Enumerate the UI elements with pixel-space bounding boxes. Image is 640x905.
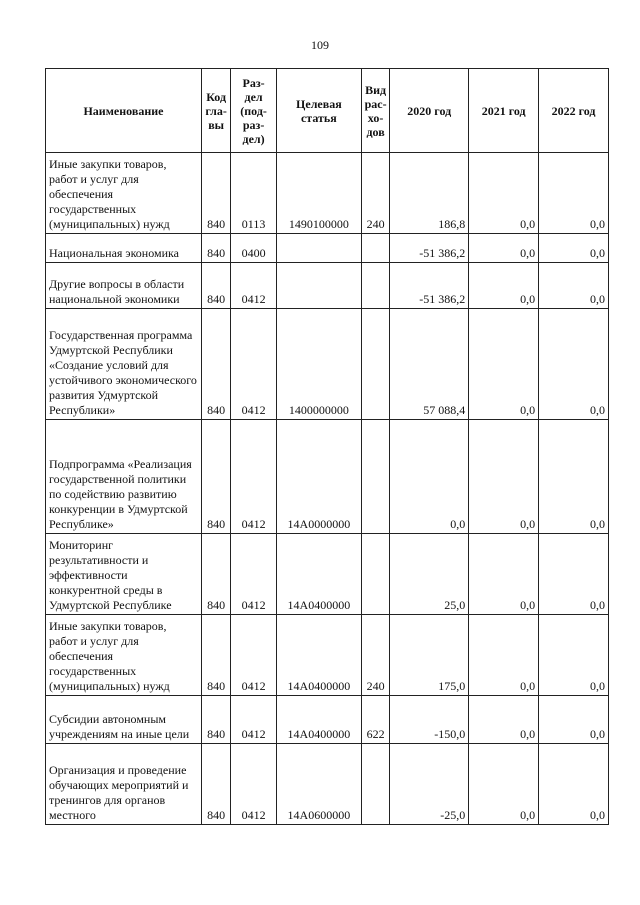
cell-2020: 25,0 <box>390 534 469 615</box>
cell-razdel: 0400 <box>231 234 277 263</box>
cell-name: Другие вопросы в области национальной экономики <box>46 263 202 309</box>
cell-name: Подпрограмма «Реализация государственной политики по содействию развитию конкуренции в Удмуртской Республике» <box>46 420 202 534</box>
cell-vid-rashodov <box>361 420 389 534</box>
cell-2021: 0,0 <box>469 744 539 825</box>
cell-kod-glavy: 840 <box>201 696 230 744</box>
cell-vid-rashodov: 240 <box>361 153 389 234</box>
cell-2021: 0,0 <box>469 309 539 420</box>
cell-2021: 0,0 <box>469 615 539 696</box>
cell-razdel: 0412 <box>231 263 277 309</box>
cell-2020: -150,0 <box>390 696 469 744</box>
table-row <box>46 153 609 234</box>
cell-razdel: 0412 <box>231 420 277 534</box>
cell-kod-glavy: 840 <box>201 615 230 696</box>
cell-celevaya: 14А0400000 <box>276 696 361 744</box>
cell-2022: 0,0 <box>539 534 609 615</box>
cell-2021: 0,0 <box>469 696 539 744</box>
cell-2021: 0,0 <box>469 263 539 309</box>
cell-vid-rashodov <box>361 234 389 263</box>
cell-2020: 0,0 <box>390 420 469 534</box>
cell-2022: 0,0 <box>539 153 609 234</box>
cell-2022: 0,0 <box>539 263 609 309</box>
table-row <box>46 534 609 615</box>
cell-kod-glavy: 840 <box>201 153 230 234</box>
cell-razdel: 0113 <box>231 153 277 234</box>
table-row <box>46 744 609 825</box>
header-2021: 2021 год <box>469 69 539 153</box>
cell-vid-rashodov <box>361 534 389 615</box>
cell-kod-glavy: 840 <box>201 263 230 309</box>
header-razdel: Раз- дел (под- раз- дел) <box>231 69 277 153</box>
cell-celevaya: 14А0400000 <box>276 615 361 696</box>
cell-kod-glavy: 840 <box>201 744 230 825</box>
cell-celevaya: 14А0600000 <box>276 744 361 825</box>
cell-2022: 0,0 <box>539 420 609 534</box>
cell-razdel: 0412 <box>231 744 277 825</box>
cell-2022: 0,0 <box>539 234 609 263</box>
cell-name: Организация и проведение обучающих мероприятий и тренингов для органов местного <box>46 744 202 825</box>
cell-2022: 0,0 <box>539 744 609 825</box>
cell-name: Иные закупки товаров, работ и услуг для обеспечения государственных (муниципальных) нужд <box>46 615 202 696</box>
header-name: Наименование <box>46 69 202 153</box>
cell-2020: -51 386,2 <box>390 234 469 263</box>
table-row <box>46 263 609 309</box>
table-row <box>46 696 609 744</box>
table-row <box>46 420 609 534</box>
cell-name: Государственная программа Удмуртской Республики «Создание условий для устойчивого экономического развития Удмуртской Республики» <box>46 309 202 420</box>
cell-razdel: 0412 <box>231 696 277 744</box>
budget-table <box>45 68 609 825</box>
cell-2020: 186,8 <box>390 153 469 234</box>
cell-2020: -51 386,2 <box>390 263 469 309</box>
cell-celevaya: 14А0400000 <box>276 534 361 615</box>
cell-celevaya: 1490100000 <box>276 153 361 234</box>
cell-celevaya <box>276 263 361 309</box>
cell-vid-rashodov <box>361 263 389 309</box>
cell-kod-glavy: 840 <box>201 420 230 534</box>
cell-name: Иные закупки товаров, работ и услуг для обеспечения государственных (муниципальных) нужд <box>46 153 202 234</box>
cell-celevaya <box>276 234 361 263</box>
cell-razdel: 0412 <box>231 309 277 420</box>
cell-razdel: 0412 <box>231 615 277 696</box>
header-kod-glavy: Код гла- вы <box>201 69 230 153</box>
cell-vid-rashodov <box>361 744 389 825</box>
cell-2022: 0,0 <box>539 615 609 696</box>
cell-razdel: 0412 <box>231 534 277 615</box>
header-2022: 2022 год <box>539 69 609 153</box>
cell-kod-glavy: 840 <box>201 309 230 420</box>
cell-vid-rashodov <box>361 309 389 420</box>
header-2020: 2020 год <box>390 69 469 153</box>
cell-2021: 0,0 <box>469 234 539 263</box>
cell-name: Мониторинг результативности и эффективности конкурентной среды в Удмуртской Республике <box>46 534 202 615</box>
table-row <box>46 615 609 696</box>
cell-vid-rashodov: 622 <box>361 696 389 744</box>
cell-2020: 57 088,4 <box>390 309 469 420</box>
header-vid-rashodov: Вид рас- хо- дов <box>361 69 389 153</box>
cell-2020: 175,0 <box>390 615 469 696</box>
page-number: 109 <box>311 38 329 52</box>
header-row <box>46 69 609 153</box>
cell-kod-glavy: 840 <box>201 534 230 615</box>
cell-2021: 0,0 <box>469 534 539 615</box>
cell-kod-glavy: 840 <box>201 234 230 263</box>
table-row <box>46 309 609 420</box>
table-row <box>46 234 609 263</box>
cell-name: Субсидии автономным учреждениям на иные цели <box>46 696 202 744</box>
cell-2021: 0,0 <box>469 420 539 534</box>
cell-name: Национальная экономика <box>46 234 202 263</box>
cell-celevaya: 1400000000 <box>276 309 361 420</box>
cell-2020: -25,0 <box>390 744 469 825</box>
cell-2021: 0,0 <box>469 153 539 234</box>
cell-2022: 0,0 <box>539 696 609 744</box>
cell-2022: 0,0 <box>539 309 609 420</box>
cell-celevaya: 14А0000000 <box>276 420 361 534</box>
header-celevaya: Целевая статья <box>276 69 361 153</box>
cell-vid-rashodov: 240 <box>361 615 389 696</box>
